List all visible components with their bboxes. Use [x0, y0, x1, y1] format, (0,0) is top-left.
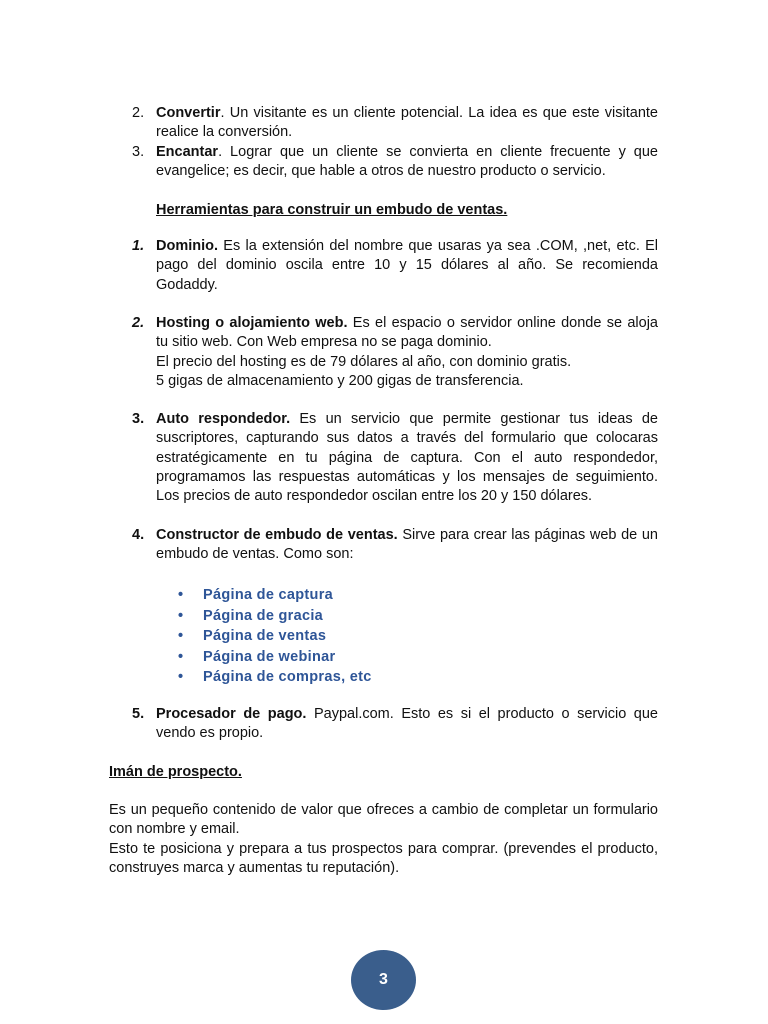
funnel-page-item — [178, 667, 372, 688]
description: Es un servicio que permite gestionar tus ideas de suscriptores, capturando sus datos a través del formulario que colocaras estratégicamente en tu página de captura. Con el auto respondedor, programamos las respuestas automáticas y los mensajes de seguimiento. Los precios de auto respondedor oscilan entre los 20 y 150 dólares. — [156, 411, 658, 505]
tool-item-procesador — [132, 705, 658, 744]
magnet-body — [109, 801, 658, 878]
term-procesador: Procesador de pago. — [156, 706, 307, 722]
tool-item-hosting — [132, 314, 658, 391]
description: Es la extensión del nombre que usaras ya sea .COM, ,net, etc. El pago del dominio oscila entre 10 y 15 dólares al año. Se recomienda Godaddy. — [156, 238, 658, 293]
description: . Un visitante es un cliente potencial. La idea es que este visitante realice la conversión. — [156, 105, 658, 141]
tools-heading: Herramientas para construir un embudo de ventas. — [156, 202, 508, 218]
description: Es el espacio o servidor online donde se aloja tu sitio web. Con Web empresa no se paga dominio. — [156, 315, 658, 351]
tool-item-auto-respondedor — [132, 410, 658, 506]
bullet-icon: • — [178, 648, 184, 665]
list-item-encantar — [132, 143, 658, 182]
funnel-page-item — [178, 647, 372, 668]
funnel-page-item — [178, 585, 372, 606]
funnel-page-label: Página de captura — [203, 587, 333, 603]
description: Sirve para crear las páginas web de un embudo de ventas. Como son: — [156, 527, 658, 563]
description: Paypal.com. Esto es si el producto o servicio que vendo es propio. — [156, 706, 658, 742]
hosting-storage-line: 5 gigas de almacenamiento y 200 gigas de transferencia. — [156, 372, 524, 389]
description: . Lograr que un cliente se convierta en cliente frecuente y que evangelice; es decir, que hable a otros de nuestro producto o servicio. — [156, 144, 658, 180]
term-constructor: Constructor de embudo de ventas. — [156, 527, 398, 543]
funnel-pages-list — [178, 585, 372, 688]
term-dominio: Dominio. — [156, 238, 219, 254]
magnet-paragraph: Esto te posiciona y prepara a tus prospectos para comprar. (prevendes el producto, construyes marca y aumentas tu reputación). — [109, 840, 658, 876]
list-item-convertir — [132, 104, 658, 143]
term-hosting: Hosting o alojamiento web. — [156, 315, 348, 331]
list-number: 2. — [132, 105, 145, 121]
funnel-page-item — [178, 626, 372, 647]
funnel-page-label: Página de compras, etc — [203, 669, 372, 685]
list-number: 4. — [132, 527, 145, 543]
magnet-heading: Imán de prospecto. — [109, 764, 242, 780]
tool-item-dominio — [132, 237, 658, 295]
funnel-page-item — [178, 606, 372, 627]
list-number: 3. — [132, 144, 145, 160]
funnel-page-label: Página de webinar — [203, 648, 336, 665]
list-number: 2. — [132, 315, 145, 331]
funnel-page-label: Página de gracia — [203, 607, 324, 624]
page-number-badge: 3 — [351, 950, 416, 1010]
funnel-page-label: Página de ventas — [203, 628, 327, 644]
list-number: 1. — [132, 238, 145, 254]
hosting-price-line: El precio del hosting es de 79 dólares al año, con dominio gratis. — [156, 353, 572, 370]
bullet-icon: • — [178, 669, 184, 685]
list-number: 3. — [132, 411, 145, 427]
list-number: 5. — [132, 706, 145, 722]
term-auto-respondedor: Auto respondedor. — [156, 411, 291, 427]
bullet-icon: • — [178, 628, 184, 644]
term-encantar: Encantar — [156, 144, 219, 160]
bullet-icon: • — [178, 607, 184, 624]
term-convertir: Convertir — [156, 105, 221, 121]
bullet-icon: • — [178, 587, 184, 603]
magnet-paragraph: Es un pequeño contenido de valor que ofreces a cambio de completar un formulario con nombre y email. — [109, 802, 658, 838]
tool-item-constructor — [132, 526, 658, 565]
